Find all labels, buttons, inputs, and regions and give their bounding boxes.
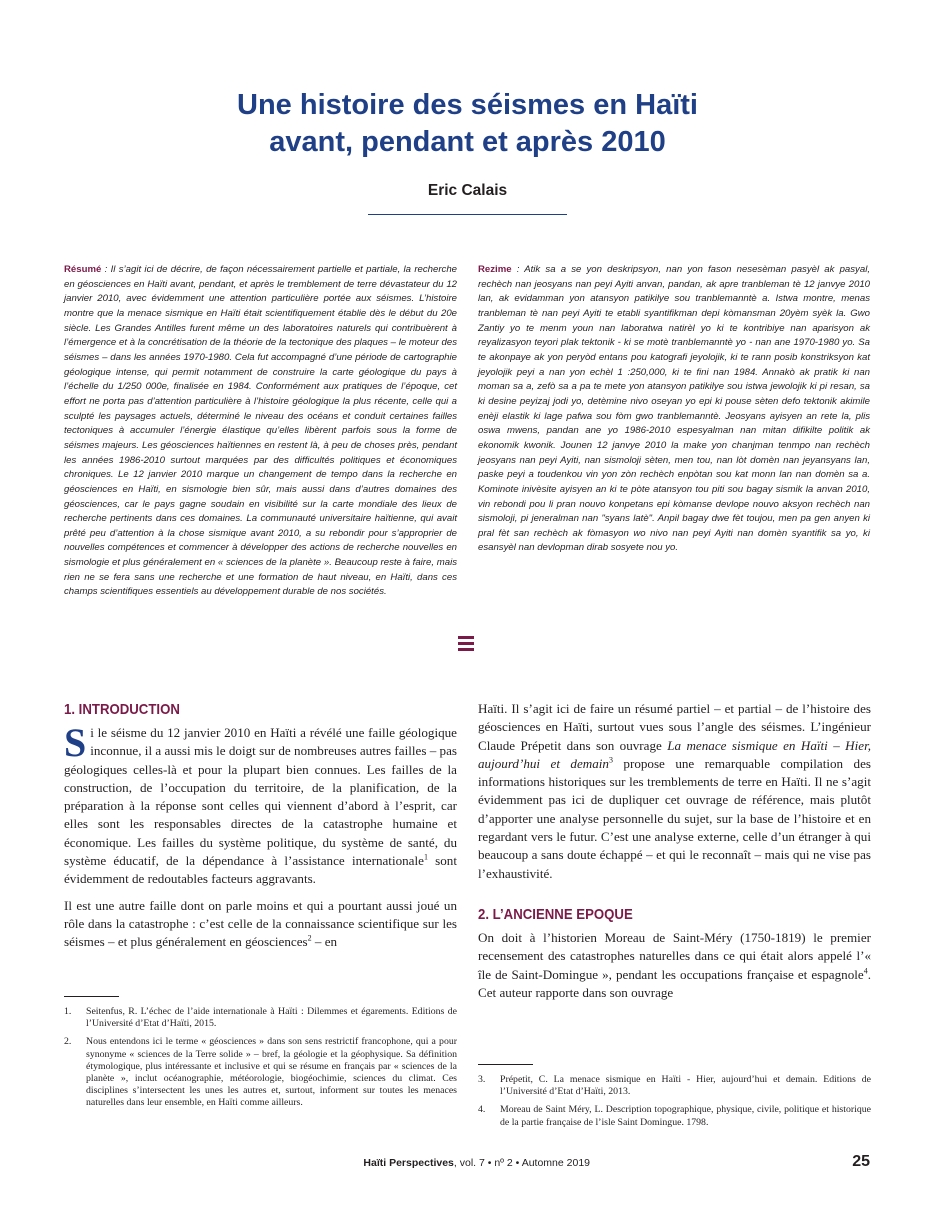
footnote-rule-left bbox=[64, 996, 119, 997]
abstract-creole-text: : Atik sa a se yon deskripsyon, nan yon fason nesesèman pasyèl ak pasyal, rechèch nan jeosyans nan peyi Ayiti anvan, pandan, ak apre tranbleman tè 12 janvye 2010 lan, ak evidamman yon atansyon patikilye sou tranblemanntè a. Istwa montre, menas tranbleman tè nan peyi Ayiti te etabli syantifikman depi kòmansman 20yèm syèk la. Gwo Zantiy yo te menm youn nan laboratwa natirèl yo ki te kontribiye nan aparisyon ak reyalizasyon teyori plak tektonik - ki se motè tranblemanntè yo - nan ane 1970-1980 yo. Sa te akonpaye ak yon peryòd entans pou katografi jeyolojik, ki te rann posib konstriksyon kat jeyolojik peyi a nan yon echèl 1 :250,000, ki te fini nan 1984. Annakò ak pratik ki nan moman sa a, zefò sa a pa te mete yon atansyon patikilye sou istwa jewolojik ki pi resan, sa ki desine peyizaj jodi yo, detèmine nivo oseyan yo epi ki pouse sèten defo tektonik akimile enèji elastik ki lage pafwa sou fòm gwo tranblemanntè. Jeosyans ayisyen an rete la, plis oswa mwens, pandan ane yo 1986-2010 espesyalman nan mitan difikilte politik ak ekonomik kwonik. Jounen 12 janvye 2010 la make yon chanjman tenmpo nan rechèch jeosyans nan peyi Ayiti, nan sismoloji sèten, men tou, nan lòt domèn nan jeyansyans lan, paske peyi a toudenkou vin yon zòn rechèch enpòtan sou kat monn lan nan domèn sa a. Kominote inivèsite ayisyen an ki te pòte atansyon tou piti sou bagay sismik la anvan 2010, vin rebondi pou li pran nouvo konpetans epi kòmanse devlope nouvo aksyon rechèch nan sismoloji, pi jeneralman nan "syans latè". Anpil bagay dwe fèt toujou, men pa gen anyen ki pral fèt san rechèch ak fòmasyon wo nivo nan peyi Ayiti nan domèn syantifik sa yo, ki esansyèl nan devlopman dirab sosyete nou yo. bbox=[478, 264, 870, 554]
article-title bbox=[100, 87, 835, 161]
intro-paragraph-3 bbox=[478, 700, 871, 883]
footnote-4 bbox=[478, 1104, 871, 1128]
footnote-ref-4[interactable]: 4 bbox=[863, 966, 868, 976]
page-footer bbox=[64, 1154, 870, 1174]
body-column-left bbox=[64, 700, 457, 952]
title-rule bbox=[368, 214, 567, 215]
abstract-french-label: Résumé bbox=[64, 264, 102, 275]
title-line-1: Une histoire des séismes en Haïti bbox=[237, 89, 698, 121]
section-separator-icon bbox=[458, 636, 474, 651]
intro-paragraph-2 bbox=[64, 897, 457, 952]
drop-cap: S bbox=[64, 720, 87, 765]
epoque-paragraph-1 bbox=[478, 929, 871, 1002]
journal-issue: , vol. 7 • nº 2 • Automne 2019 bbox=[453, 1157, 590, 1169]
intro-p2-text: Il est une autre faille dont on parle moins et qui a pourtant aussi joué un rôle dans la catastrophe : c’est celle de la connaissance scientifique sur les séismes – et plus généralement en géosciences bbox=[64, 897, 457, 950]
body-column-right bbox=[478, 700, 871, 1002]
intro-paragraph-1 bbox=[64, 720, 457, 889]
book-title-italic: La menace sismique en Haïti – Hier, aujourd’hui et demain bbox=[478, 737, 871, 771]
intro-p2-text-end: – en bbox=[311, 934, 338, 950]
intro-p1-text-end: sont évidemment de redoutables facteurs aggravants. bbox=[64, 853, 457, 887]
footnote-text: Moreau de Saint Méry, L. Description topographique, physique, civile, politique et historique de la partie française de l’isle Saint Domingue. 1798. bbox=[500, 1104, 871, 1128]
footnote-2 bbox=[64, 1036, 457, 1109]
footnote-text: Nous entendons ici le terme « géosciences » dans son sens restrictif francophone, qui a pour synonyme « sciences de la Terre solide » – bref, la géologie et la géophysique. Sa définition étymologique, plus intéressante et inclusive et qui se résume en français par « sciences de la planète », inclut océanographie, météorologie, biogéochimie, sciences du climat. Ces disciplines s’intersectent les unes les autres et, surtout, informent sur toutes les menaces naturelles dans leur ensemble, en Haïti comme ailleurs. bbox=[86, 1036, 457, 1109]
footnote-text: Seitenfus, R. L’échec de l’aide internationale à Haïti : Dilemmes et égarements. Editions de l’Université d’Etat d’Haïti, 2015. bbox=[86, 1006, 457, 1030]
footnotes-right bbox=[478, 1064, 871, 1135]
footnote-1 bbox=[64, 1006, 457, 1030]
abstract-french bbox=[64, 263, 457, 600]
footnote-number: 3. bbox=[478, 1074, 486, 1085]
footnote-number: 2. bbox=[64, 1036, 72, 1048]
page-number: 25 bbox=[852, 1153, 870, 1170]
footnote-rule-right bbox=[478, 1064, 533, 1065]
abstract-creole-label: Rezime bbox=[478, 264, 512, 275]
footnotes-left bbox=[64, 996, 457, 1116]
footnote-ref-2[interactable]: 2 bbox=[307, 933, 312, 943]
abstract-creole bbox=[478, 263, 870, 556]
intro-p3-text-end: propose une remarquable compilation des informations historiques sur les tremblements de terre en Haïti. Il ne s’agit évidemment pas ici de dupliquer cet ouvrage de référence, mais plutôt d’apporter une analyse personnelle du sujet, sur la base de l’histoire et en regardant vers le futur. C’est une analyse externe, celle d’un étranger à qui beaucoup a sans doute échappé – et qui le reconnaît – mais qui ne vise pas l’exhaustivité. bbox=[478, 755, 871, 881]
footnote-text: Prépetit, C. La menace sismique en Haïti - Hier, aujourd’hui et demain. Editions de l’Université d’Etat d’Haïti, 2013. bbox=[500, 1074, 871, 1098]
epoque-p1-text-end: . Cet auteur rapporte dans son ouvrage bbox=[478, 966, 871, 1000]
abstract-french-text: : Il s’agit ici de décrire, de façon nécessairement partielle et partiale, la recherche en géosciences en Haïti avant, pendant, et après le tremblement de terre dévastateur du 12 janvier 2010, avec évidemment une attention particulière portée aux séismes. L’histoire montre que la menace sismique en Haïti était scientifiquement établie dès le début du 20e siècle. Les Grandes Antilles furent même un des laboratoires naturels qui contribuèrent à l’émergence et à la concrétisation de la théorie de la tectonique des plaques – le moteur des séismes – dans les années 1970-1980. Cela fut accompagné d’une période de cartographie géologique intense, qui permit notamment de construire la carte géologique du pays à l’échelle du 1/250 000e, finalisée en 1984. Conformément aux pratiques de l’époque, cet effort ne porta pas d’attention particulière à l’histoire géologique la plus récente, celle qui a sculpté les paysages actuels, déterminé le niveau des océans et conduit certaines failles tectoniques à accumuler l’énergie élastique qu’elles libèrent parfois sous la forme de séismes majeurs. Les géosciences haïtiennes en restent là, à peu de choses près, pendant les années 1986-2010 surtout marquées par des difficultés politiques et économiques chroniques. Le 12 janvier 2010 marque un changement de tempo dans la recherche en géosciences en Haïti, en sismologie bien sûr, mais aussi dans d’autres domaines des géosciences, car le pays gagne soudain en visibilité sur la carte mondiale des lieux de recherche pertinents dans ces domaines. La communauté universitaire haïtienne, qui avait prêté peu d’attention à la chose sismique avant 2010, a su rebondir pour s’approprier de nouvelles compétences et commencer à développer des actions de recherche nouvelles en sismologie et plus généralement en « sciences de la planète ». Beaucoup reste à faire, mais rien ne se fera sans une recherche et une formation de haut niveau, en Haïti, dans ces champs scientifiques essentiels au développement durable de nos sociétés. bbox=[64, 264, 457, 598]
footnote-number: 4. bbox=[478, 1104, 486, 1116]
epoque-p1-text: On doit à l’historien Moreau de Saint-Méry (1750-1819) le premier recensement des catastrophes naturelles dans ce qui était alors appelé l’« île de Saint-Domingue », pendant les occupations française et espagnole bbox=[478, 929, 871, 982]
footnote-number: 1. bbox=[64, 1006, 72, 1017]
footnote-ref-1[interactable]: 1 bbox=[423, 852, 428, 862]
journal-citation bbox=[363, 1157, 590, 1169]
footnote-ref-3[interactable]: 3 bbox=[608, 755, 613, 765]
section-heading-introduction: 1. INTRODUCTION bbox=[64, 701, 180, 718]
footnote-3 bbox=[478, 1074, 871, 1098]
journal-name: Haïti Perspectives bbox=[363, 1157, 454, 1169]
section-heading-ancienne-epoque: 2. L’ANCIENNE EPOQUE bbox=[478, 905, 633, 923]
author-name: Eric Calais bbox=[427, 182, 508, 199]
title-line-2: avant, pendant et après 2010 bbox=[269, 126, 666, 158]
intro-p1-text: i le séisme du 12 janvier 2010 en Haïti a révélé une faille géologique inconnue, il a aussi mis le doigt sur de nombreuses autres failles – pas géologiques celles-là et pour la plupart bien connues. Les failles de la construction, de l’occupation du territoire, de la planification, de la préparation à la réponse sont celles qui viennent d’abord à l’esprit, car elles sont les responsables directes de la catastrophe humaine et économique. Les failles du système politique, du système de santé, du système éducatif, de la dépendance à l’assistance internationale bbox=[64, 725, 457, 869]
intro-p3-text: Haïti. Il s’agit ici de faire un résumé partiel – et partial – de l’histoire des géosciences en Haïti, surtout vues sous l’angle des séismes. L’ingénieur Claude Prépetit dans son ouvrage bbox=[478, 701, 871, 753]
